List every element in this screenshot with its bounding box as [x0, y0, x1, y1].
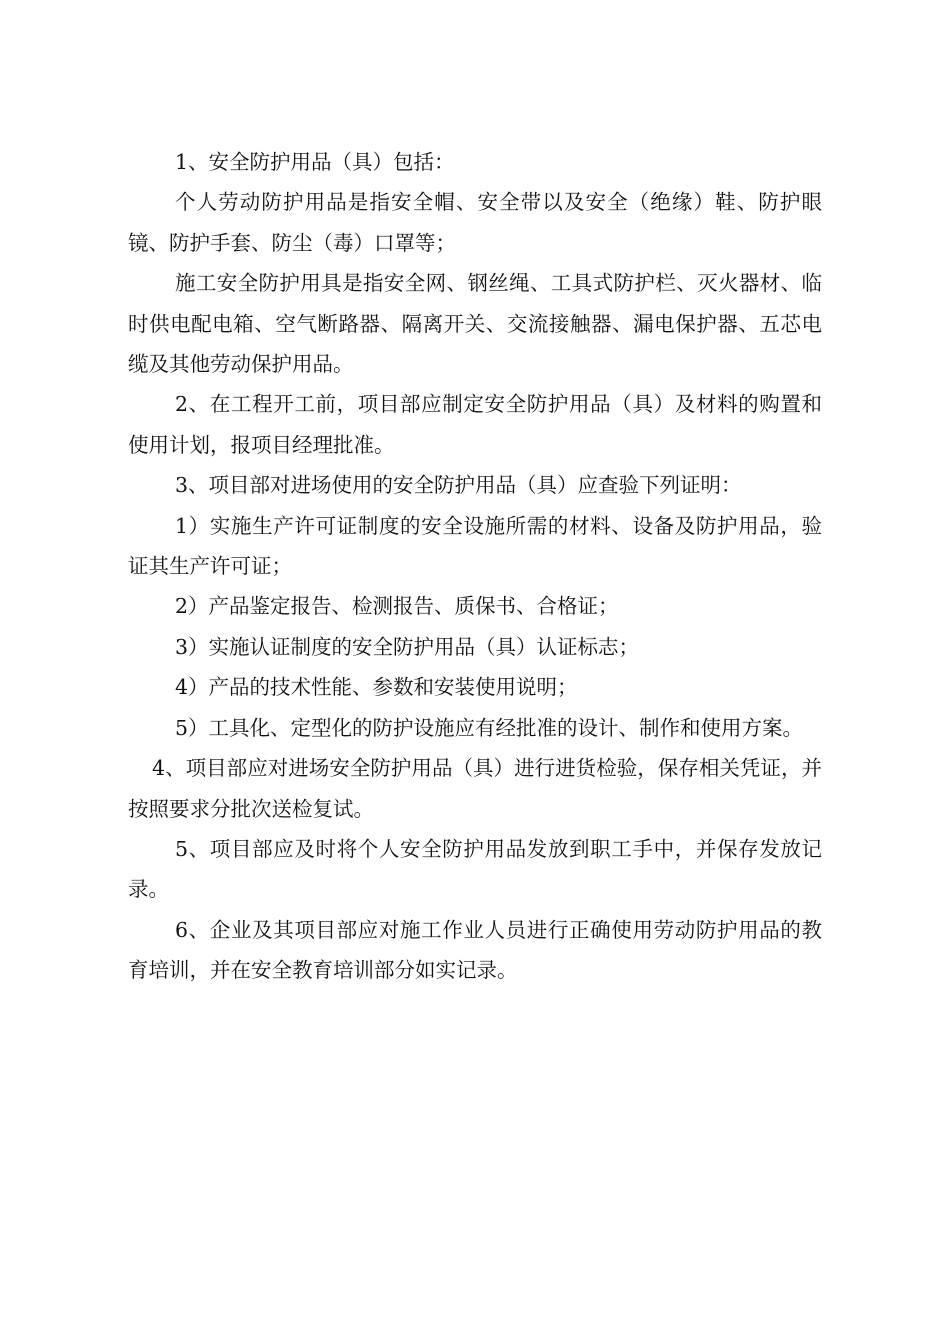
paragraph-2: 个人劳动防护用品是指安全帽、安全带以及安全（绝缘）鞋、防护眼镜、防护手套、防尘（毒）口罩等； [128, 190, 822, 255]
paragraph-10: 5）工具化、定型化的防护设施应有经批准的设计、制作和使用方案。 [175, 715, 804, 740]
paragraph-4: 2、在工程开工前，项目部应制定安全防护用品（具）及材料的购置和使用计划，报项目经理批准。 [128, 392, 822, 457]
paragraph-12: 5、项目部应及时将个人安全防护用品发放到职工手中，并保存发放记录。 [128, 836, 822, 902]
paragraph-3: 施工安全防护用具是指安全网、钢丝绳、工具式防护栏、灭火器材、临时供电配电箱、空气断路器、隔离开关、交流接触器、漏电保护器、五芯电缆及其他劳动保护用品。 [128, 271, 822, 377]
paragraph-8: 3）实施认证制度的安全防护用品（具）认证标志； [175, 634, 640, 659]
paragraph-1: 1、安全防护用品（具）包括： [175, 150, 455, 174]
paragraph-9: 4）产品的技术性能、参数和安装使用说明； [175, 675, 578, 700]
document-body [128, 142, 822, 991]
paragraph-11: 4、项目部应对进场安全防护用品（具）进行进货检验，保存相关凭证，并按照要求分批次送检复试。 [128, 756, 822, 821]
paragraph-6: 1）实施生产许可证制度的安全设施所需的材料、设备及防护用品，验证其生产许可证； [128, 513, 822, 579]
paragraph-13: 6、企业及其项目部应对施工作业人员进行正确使用劳动防护用品的教育培训，并在安全教育培训部分如实记录。 [128, 917, 822, 983]
paragraph-5: 3、项目部对进场使用的安全防护用品（具）应查验下列证明： [175, 473, 742, 498]
paragraph-7: 2）产品鉴定报告、检测报告、质保书、合格证； [175, 594, 619, 619]
